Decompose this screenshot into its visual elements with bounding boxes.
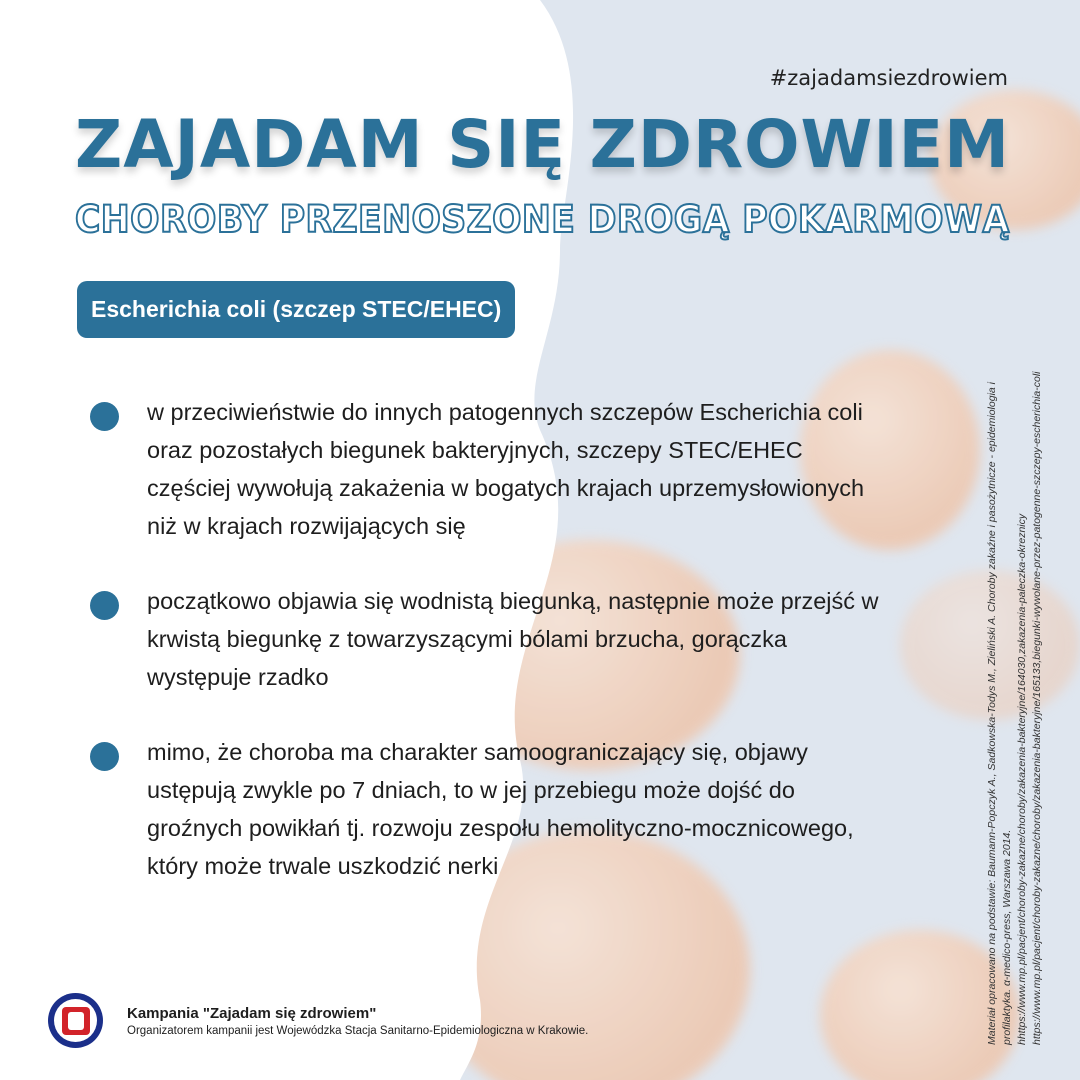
reference-link: hhttps://www.mp.pl/pacjent/choroby-zakazne/choroby/zakazenia-bakteryjne/164030,zakazenia-paleczka-okreznicy <box>1016 513 1028 1045</box>
page-subtitle: CHOROBY PRZENOSZONE DROGĄ POKARMOWĄ <box>75 198 1010 241</box>
eagle-icon <box>68 1012 84 1030</box>
bullet-icon <box>90 742 119 771</box>
campaign-organizer: Organizatorem kampanii jest Wojewódzka Stacja Sanitarno-Epidemiologiczna w Krakowie. <box>127 1024 589 1037</box>
references <box>985 365 1045 1045</box>
page-title: ZAJADAM SIĘ ZDROWIEM <box>75 106 1010 183</box>
list-item <box>90 393 890 545</box>
list-item-text: początkowo objawia się wodnistą biegunką, następnie może przejść w krwistą biegunkę z towarzyszącymi bólami brzucha, gorączka występuje rzadko <box>147 588 879 690</box>
reference-link: https://www.mp.pl/pacjent/choroby-zakazne/choroby/zakazenia-bakteryjne/165133,biegunki-wywolane-przez-patogenne-szczepy-escherichia-coli <box>1031 371 1043 1045</box>
list-item <box>90 733 890 885</box>
bullet-icon <box>90 591 119 620</box>
list-item-text: mimo, że choroba ma charakter samoograniczający się, objawy ustępują zwykle po 7 dniach, to w jej przebiegu może dojść do groźnych powikłań tj. rozwoju zespołu hemolityczno-mocznicowego, który może trwale uszkodzić nerki <box>147 739 854 879</box>
campaign-title: Kampania "Zajadam się zdrowiem" <box>127 1004 377 1022</box>
list-item-text: w przeciwieństwie do innych patogennych szczepów Escherichia coli oraz pozostałych biegunek bakteryjnych, szczepy STEC/EHEC częściej wywołują zakażenia w bogatych krajach uprzemysłowionych niż w krajach rozwijających się <box>147 399 865 539</box>
footer <box>48 993 588 1048</box>
topic-badge: Escherichia coli (szczep STEC/EHEC) <box>77 281 515 338</box>
bullet-list <box>90 393 890 922</box>
reference-source: Materiał opracowano na podstawie: Baumann-Popczyk A., Sadkowska-Todys M., Zieliński A. Choroby zakaźne i pasożytnicze - epidemiologia i profilaktyka. α-medico-press, Warszawa 2014. <box>986 382 1013 1045</box>
hashtag: #zajadamsiezdrowiem <box>769 66 1008 90</box>
list-item <box>90 582 890 696</box>
sanepid-logo <box>48 993 103 1048</box>
bullet-icon <box>90 402 119 431</box>
